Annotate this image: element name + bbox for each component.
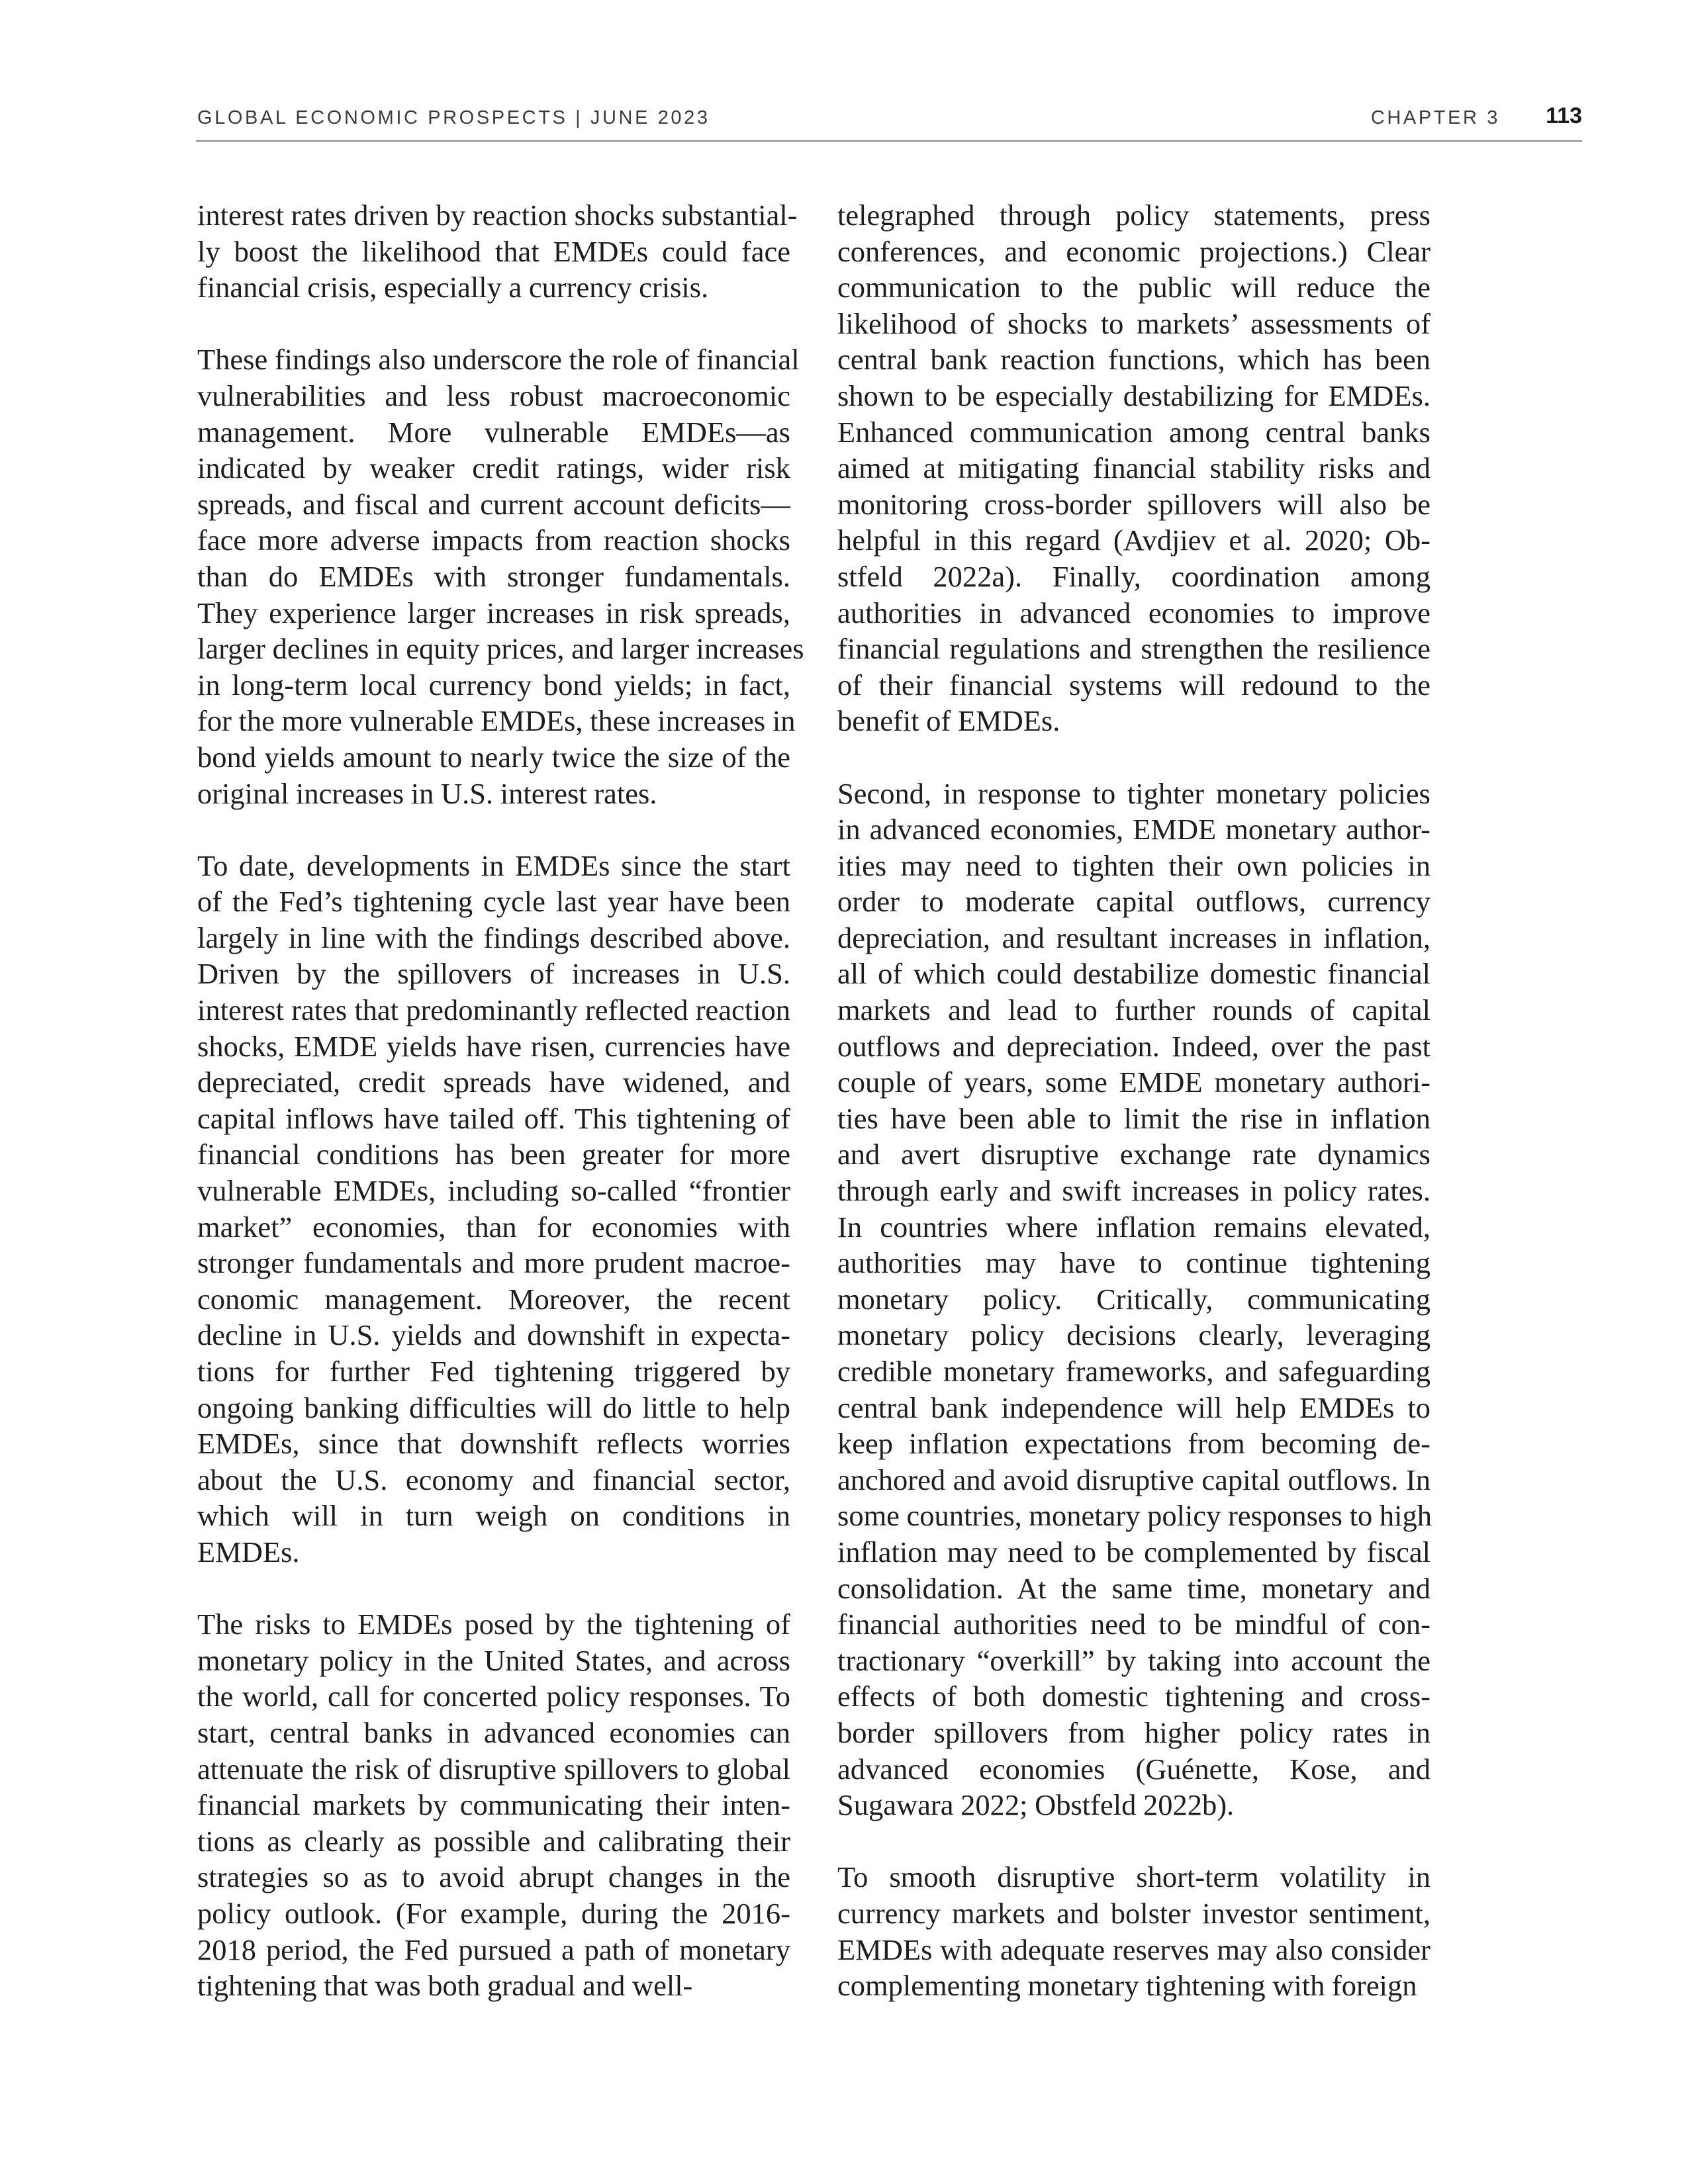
text-line: complementing monetary tightening with foreign bbox=[837, 1969, 1417, 2003]
text-line: through early and swift increases in policy rates. bbox=[837, 1174, 1430, 1208]
text-line: bond yields amount to nearly twice the size of the bbox=[197, 740, 790, 774]
text-line: anchored and avoid disruptive capital outflows. In bbox=[837, 1463, 1430, 1496]
text-line: and avert disruptive exchange rate dynamics bbox=[837, 1138, 1430, 1171]
body-paragraph bbox=[837, 776, 1430, 1823]
text-line: strategies so as to avoid abrupt changes in the bbox=[197, 1860, 790, 1894]
text-line: capital inflows have tailed off. This tightening of bbox=[197, 1101, 790, 1135]
page-number: 113 bbox=[1546, 103, 1582, 128]
text-line: financial conditions has been greater for more bbox=[197, 1138, 790, 1171]
text-line: financial markets by communicating their inten- bbox=[197, 1788, 790, 1822]
text-line: order to moderate capital outflows, currency bbox=[837, 885, 1430, 919]
text-line: original increases in U.S. interest rates. bbox=[197, 776, 657, 810]
text-line: Driven by the spillovers of increases in U.S. bbox=[197, 957, 790, 991]
text-line: EMDEs. bbox=[197, 1535, 300, 1569]
text-line: credible monetary frameworks, and safeguarding bbox=[837, 1355, 1430, 1388]
text-line: which will in turn weigh on conditions in bbox=[197, 1499, 790, 1533]
text-line: tractionary “overkill” by taking into account the bbox=[837, 1643, 1430, 1677]
text-line: monetary policy. Critically, communicating bbox=[837, 1282, 1430, 1316]
text-line: Sugawara 2022; Obstfeld 2022b). bbox=[837, 1788, 1235, 1822]
text-line: To smooth disruptive short-term volatility in bbox=[837, 1860, 1430, 1894]
text-line: interest rates driven by reaction shocks substantial- bbox=[197, 199, 798, 232]
body-paragraph bbox=[197, 1606, 790, 2004]
text-line: all of which could destabilize domestic financial bbox=[837, 957, 1430, 991]
text-line: ongoing banking difficulties will do little to help bbox=[197, 1390, 790, 1424]
text-line: To date, developments in EMDEs since the start bbox=[197, 848, 790, 882]
text-line: ly boost the likelihood that EMDEs could face bbox=[197, 234, 790, 268]
text-line: largely in line with the findings described above. bbox=[197, 921, 790, 954]
text-line: attenuate the risk of disruptive spillovers to global bbox=[197, 1752, 790, 1786]
text-line: in advanced economies, EMDE monetary author- bbox=[837, 813, 1430, 846]
text-line: decline in U.S. yields and downshift in expecta- bbox=[197, 1318, 790, 1352]
text-line: about the U.S. economy and financial sector, bbox=[197, 1463, 790, 1496]
text-line: policy outlook. (For example, during the 2016- bbox=[197, 1896, 790, 1930]
text-line: EMDEs, since that downshift reflects worries bbox=[197, 1427, 790, 1461]
text-line: stfeld 2022a). Finally, coordination among bbox=[837, 559, 1430, 593]
text-line: ities may need to tighten their own policies in bbox=[837, 848, 1430, 882]
text-line: The risks to EMDEs posed by the tightening of bbox=[197, 1608, 790, 1641]
text-line: for the more vulnerable EMDEs, these increases in bbox=[197, 704, 796, 738]
text-line: likelihood of shocks to markets’ assessments of bbox=[837, 306, 1430, 340]
text-line: vulnerabilities and less robust macroeconomic bbox=[197, 379, 790, 412]
left-text-column bbox=[197, 197, 804, 2004]
text-line: In countries where inflation remains elevated, bbox=[837, 1210, 1430, 1244]
body-paragraph bbox=[197, 341, 804, 811]
chapter-label: CHAPTER 3 bbox=[1370, 107, 1500, 128]
text-line: interest rates that predominantly reflected reaction bbox=[197, 993, 790, 1027]
text-line: EMDEs with adequate reserves may also consider bbox=[837, 1933, 1430, 1966]
text-line: conomic management. Moreover, the recent bbox=[197, 1282, 790, 1316]
text-line: communication to the public will reduce the bbox=[837, 271, 1430, 304]
running-title: GLOBAL ECONOMIC PROSPECTS | JUNE 2023 bbox=[197, 107, 710, 128]
text-line: currency markets and bolster investor sentiment, bbox=[837, 1896, 1430, 1930]
text-line: financial crisis, especially a currency crisis. bbox=[197, 271, 709, 304]
text-line: central bank independence will help EMDEs to bbox=[837, 1390, 1430, 1424]
text-line: larger declines in equity prices, and larger increases bbox=[197, 632, 804, 666]
text-line: in long-term local currency bond yields; in fact, bbox=[197, 668, 790, 702]
text-line: effects of both domestic tightening and cross- bbox=[837, 1680, 1430, 1713]
text-line: monetary policy in the United States, and across bbox=[197, 1643, 790, 1677]
text-line: keep inflation expectations from becoming de- bbox=[837, 1427, 1430, 1461]
text-line: of their financial systems will redound to the bbox=[837, 668, 1430, 702]
text-line: Second, in response to tighter monetary policies bbox=[837, 776, 1430, 810]
text-line: authorities in advanced economies to improve bbox=[837, 596, 1430, 629]
text-line: start, central banks in advanced economies can bbox=[197, 1715, 790, 1749]
text-line: the world, call for concerted policy responses. To bbox=[197, 1680, 790, 1713]
text-line: tions for further Fed tightening triggered by bbox=[197, 1355, 790, 1388]
text-line: shown to be especially destabilizing for EMDEs. bbox=[837, 379, 1430, 412]
text-line: tions as clearly as possible and calibrating their bbox=[197, 1824, 790, 1858]
text-line: management. More vulnerable EMDEs—as bbox=[197, 415, 790, 449]
right-text-column bbox=[837, 197, 1430, 2004]
text-line: couple of years, some EMDE monetary authori- bbox=[837, 1066, 1430, 1099]
body-paragraph bbox=[197, 848, 790, 1570]
text-line: vulnerable EMDEs, including so-called “frontier bbox=[197, 1174, 790, 1208]
text-line: outflows and depreciation. Indeed, over the past bbox=[837, 1029, 1430, 1063]
body-paragraph bbox=[837, 1859, 1430, 2003]
text-line: some countries, monetary policy responses to high bbox=[837, 1499, 1432, 1533]
body-paragraph bbox=[837, 197, 1430, 739]
text-line: spreads, and fiscal and current account deficits— bbox=[197, 487, 790, 521]
text-line: stronger fundamentals and more prudent macroe- bbox=[197, 1246, 790, 1280]
text-line: monitoring cross-border spillovers will also be bbox=[837, 487, 1430, 521]
text-line: authorities may have to continue tightening bbox=[837, 1246, 1430, 1280]
text-line: central bank reaction functions, which has been bbox=[837, 343, 1430, 377]
body-paragraph bbox=[197, 197, 798, 306]
text-line: ties have been able to limit the rise in inflation bbox=[837, 1101, 1430, 1135]
text-line: consolidation. At the same time, monetary and bbox=[837, 1571, 1430, 1605]
text-line: face more adverse impacts from reaction shocks bbox=[197, 523, 790, 557]
text-line: than do EMDEs with stronger fundamentals. bbox=[197, 559, 790, 593]
text-line: 2018 period, the Fed pursued a path of monetary bbox=[197, 1933, 790, 1966]
text-line: market” economies, than for economies with bbox=[197, 1210, 790, 1244]
text-line: of the Fed’s tightening cycle last year have been bbox=[197, 885, 790, 919]
text-line: helpful in this regard (Avdjiev et al. 2020; Ob- bbox=[837, 523, 1430, 557]
text-line: tightening that was both gradual and well- bbox=[197, 1969, 693, 2003]
text-line: depreciation, and resultant increases in inflation, bbox=[837, 921, 1430, 954]
text-line: advanced economies (Guénette, Kose, and bbox=[837, 1752, 1430, 1786]
page-header bbox=[196, 99, 1582, 142]
text-line: inflation may need to be complemented by fiscal bbox=[837, 1535, 1430, 1569]
text-line: markets and lead to further rounds of capital bbox=[837, 993, 1430, 1027]
text-line: benefit of EMDEs. bbox=[837, 704, 1060, 738]
text-line: border spillovers from higher policy rates in bbox=[837, 1715, 1430, 1749]
text-line: shocks, EMDE yields have risen, currencies have bbox=[197, 1029, 790, 1063]
text-line: They experience larger increases in risk spreads, bbox=[197, 596, 790, 629]
text-line: Enhanced communication among central banks bbox=[837, 415, 1430, 449]
text-line: monetary policy decisions clearly, leveraging bbox=[837, 1318, 1430, 1352]
text-line: telegraphed through policy statements, press bbox=[837, 199, 1430, 232]
text-line: indicated by weaker credit ratings, wider risk bbox=[197, 451, 790, 485]
text-line: These findings also underscore the role of financial bbox=[197, 343, 800, 377]
text-line: aimed at mitigating financial stability risks and bbox=[837, 451, 1430, 485]
text-line: depreciated, credit spreads have widened, and bbox=[197, 1066, 790, 1099]
text-line: financial authorities need to be mindful of con- bbox=[837, 1608, 1430, 1641]
text-line: conferences, and economic projections.) Clear bbox=[837, 234, 1430, 268]
text-line: financial regulations and strengthen the resilience bbox=[837, 632, 1430, 666]
